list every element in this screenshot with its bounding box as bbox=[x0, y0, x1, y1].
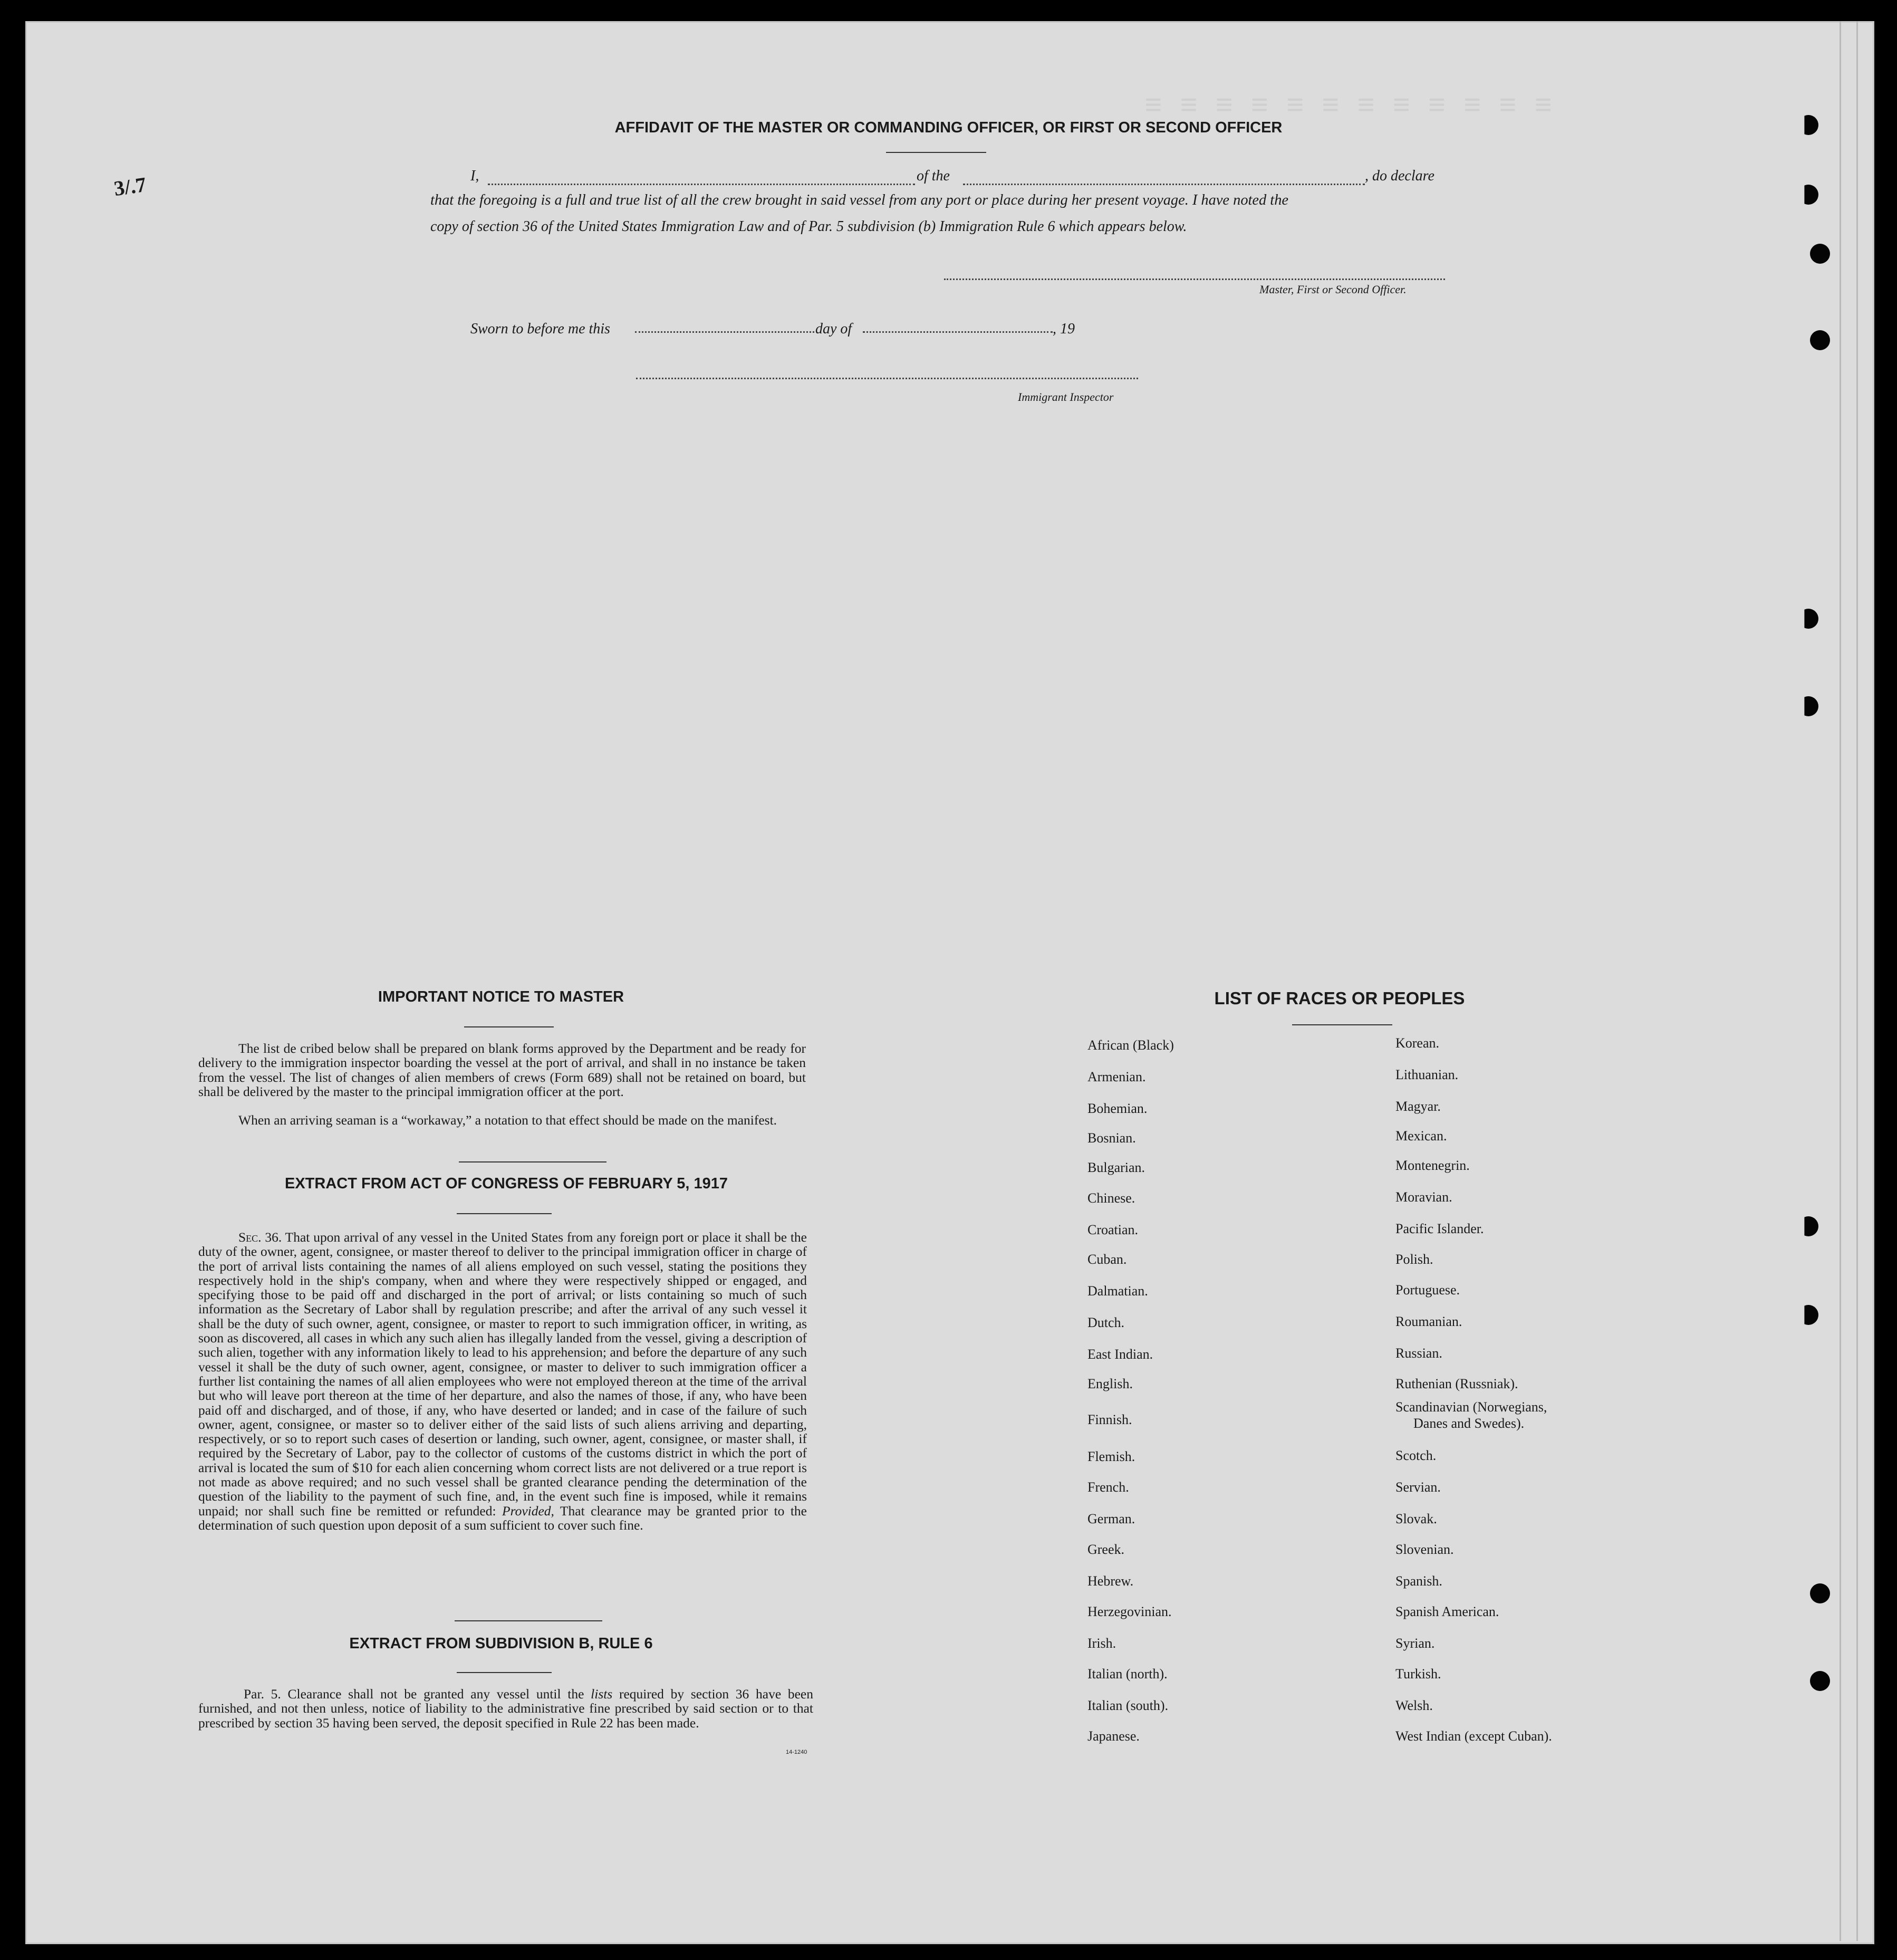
race-item: Flemish. bbox=[1087, 1449, 1135, 1464]
notice-title: IMPORTANT NOTICE TO MASTER bbox=[378, 988, 624, 1005]
inspector-signature-field[interactable] bbox=[636, 378, 1138, 379]
inspector-caption: Immigrant Inspector bbox=[1018, 390, 1114, 403]
sworn-month-field[interactable] bbox=[863, 331, 1053, 333]
race-item: Greek. bbox=[1087, 1542, 1125, 1557]
race-item: Chinese. bbox=[1087, 1190, 1135, 1206]
race-item: Dalmatian. bbox=[1087, 1283, 1148, 1299]
race-item: Moravian. bbox=[1395, 1189, 1452, 1205]
master-signature-field[interactable] bbox=[944, 278, 1445, 280]
race-item: Servian. bbox=[1395, 1479, 1441, 1495]
race-item: Finnish. bbox=[1087, 1412, 1132, 1427]
master-name-field[interactable] bbox=[488, 184, 915, 185]
race-item: African (Black) bbox=[1087, 1037, 1174, 1053]
race-item: Dutch. bbox=[1087, 1315, 1125, 1330]
race-item: Portuguese. bbox=[1395, 1282, 1460, 1298]
race-item: French. bbox=[1087, 1479, 1129, 1495]
race-item: West Indian (except Cuban). bbox=[1395, 1728, 1552, 1744]
race-item: Roumanian. bbox=[1395, 1314, 1462, 1329]
race-item: Russian. bbox=[1395, 1346, 1442, 1361]
act-rule bbox=[457, 1213, 552, 1214]
race-item: Magyar. bbox=[1395, 1099, 1441, 1114]
race-item: Pacific Islander. bbox=[1395, 1221, 1484, 1236]
title-rule bbox=[886, 152, 986, 153]
section-rule bbox=[455, 1620, 602, 1621]
race-item: Lithuanian. bbox=[1395, 1067, 1459, 1082]
affidavit-statement-line: copy of section 36 of the United States Immigration Law and of Par. 5 subdivision (b) Immigration Rule 6 which appears below. bbox=[430, 218, 1187, 235]
form-number: 14-1240 bbox=[786, 1749, 807, 1755]
race-item: Scotch. bbox=[1395, 1448, 1437, 1463]
affidavit-title: AFFIDAVIT OF THE MASTER OR COMMANDING OFFICER, OR FIRST OR SECOND OFFICER bbox=[614, 119, 1283, 136]
race-item: Armenian. bbox=[1087, 1069, 1146, 1084]
vessel-name-field[interactable] bbox=[963, 184, 1365, 185]
race-item: English. bbox=[1087, 1376, 1133, 1391]
race-item: Japanese. bbox=[1087, 1728, 1140, 1744]
sworn-label: Sworn to before me this bbox=[470, 321, 610, 337]
race-item: Spanish. bbox=[1395, 1573, 1442, 1589]
race-item: Bulgarian. bbox=[1087, 1160, 1145, 1175]
bleed-through-text: ≡ ≡ ≡ ≡ ≡ ≡ ≡ ≡ ≡ ≡ ≡ ≡ bbox=[1144, 90, 1552, 123]
margin-handwritten-mark: 3/.7 bbox=[112, 172, 148, 201]
race-item: Slovak. bbox=[1395, 1511, 1437, 1526]
binder-hole bbox=[1810, 244, 1830, 264]
rule-rule bbox=[457, 1672, 552, 1673]
race-item: Bosnian. bbox=[1087, 1130, 1136, 1146]
race-item: Bohemian. bbox=[1087, 1101, 1148, 1116]
race-item: Irish. bbox=[1087, 1636, 1116, 1651]
races-title: LIST OF RACES OR PEOPLES bbox=[1214, 988, 1465, 1008]
race-item: Syrian. bbox=[1395, 1636, 1435, 1651]
race-item: Slovenian. bbox=[1395, 1542, 1454, 1557]
rule-6-text bbox=[198, 1687, 813, 1730]
race-item-continuation: Danes and Swedes). bbox=[1413, 1416, 1525, 1431]
day-of-label: day of bbox=[815, 321, 852, 337]
year-label: , 19 bbox=[1053, 321, 1075, 337]
race-item: Cuban. bbox=[1087, 1252, 1127, 1267]
lists-word: lists bbox=[591, 1686, 613, 1702]
binder-hole bbox=[1810, 330, 1830, 350]
rule-extract-title: EXTRACT FROM SUBDIVISION B, RULE 6 bbox=[349, 1635, 653, 1652]
sworn-day-field[interactable] bbox=[635, 331, 814, 333]
race-item: Turkish. bbox=[1395, 1666, 1441, 1682]
binder-hole bbox=[1810, 1671, 1830, 1691]
race-item: German. bbox=[1087, 1511, 1135, 1526]
act-extract-title: EXTRACT FROM ACT OF CONGRESS OF FEBRUARY 5, 1917 bbox=[284, 1175, 728, 1192]
section-label: Sec. 36. bbox=[238, 1229, 282, 1245]
notice-paragraph: When an arriving seaman is a “workaway,” a notation to that effect should be made on the manifest. bbox=[238, 1112, 777, 1128]
affidavit-declare-label: , do declare bbox=[1365, 168, 1434, 184]
race-item: Mexican. bbox=[1395, 1128, 1447, 1144]
affidavit-statement-line: that the foregoing is a full and true list of all the crew brought in said vessel from any port or place during her present voyage. I have noted the bbox=[430, 192, 1288, 208]
race-item: Spanish American. bbox=[1395, 1604, 1499, 1619]
master-signature-caption: Master, First or Second Officer. bbox=[1259, 283, 1407, 296]
race-item: Welsh. bbox=[1395, 1698, 1433, 1713]
binder-hole bbox=[1810, 1583, 1830, 1603]
race-item: East Indian. bbox=[1087, 1347, 1153, 1362]
race-item: Italian (north). bbox=[1087, 1666, 1168, 1682]
race-item: Hebrew. bbox=[1087, 1573, 1134, 1589]
races-rule bbox=[1292, 1024, 1392, 1025]
section-rule bbox=[459, 1161, 606, 1162]
race-item: Scandinavian (Norwegians, bbox=[1395, 1399, 1547, 1415]
race-item: Herzegovinian. bbox=[1087, 1604, 1172, 1619]
race-item: Croatian. bbox=[1087, 1222, 1139, 1237]
notice-paragraph: The list de cribed below shall be prepared on blank forms approved by the Department and be ready for delivery to the immigration inspector boarding the vessel at the port of arrival, and shall in no instance be taken from the vessel. The list of changes of alien members of crews (Form 689) shall not be retained on board, but shall be delivered by the master to the principal immigration officer at the port. bbox=[198, 1041, 806, 1099]
document-page bbox=[25, 21, 1874, 1944]
provided-word: Provided, bbox=[502, 1503, 554, 1519]
affidavit-i-label: I, bbox=[470, 168, 479, 184]
page-edge-line bbox=[1840, 21, 1841, 1941]
rule-6-body-end: required by section 36 have been furnished, and not then unless, notice of liability to the administrative fine prescribed by said section or to that prescribed by section 35 having been served, the deposit specified in Rule 22 has been made. bbox=[198, 1686, 813, 1731]
race-item: Korean. bbox=[1395, 1035, 1440, 1051]
race-item: Montenegrin. bbox=[1395, 1158, 1470, 1173]
section-36-body: That upon arrival of any vessel in the United States from any foreign port or place it shall be the duty of the owner, agent, consignee, or master thereof to deliver to the principal immigration officer in charge of the port of arrival lists containing the names of all aliens employed on such vessel, stating the positions they respectively hold in the ship's company, when and where they were respectively shipped or engaged, and specifying those to be paid off and discharged in the port of arrival; or lists containing so much of such information as the Secretary of Labor shall by regulation prescribe; and after the arrival of any such vessel it shall be the duty of such owner, agent, consignee, or master to report to such immigration officer, in writing, as soon as discovered, all cases in which any such alien has illegally landed from the vessel, giving a description of such alien, together with any information likely to lead to his apprehension; and before the departure of any such vessel it shall be the duty of such owner, agent, consignee, or master to deliver to such immigration officer a further list containing the names of all alien employees who were not employed thereon at the time of the arrival but who will leave port thereon at the time of her departure, and also the names of those, if any, who have been paid off and discharged, and of those, if any, who have deserted or landed; and in case of the failure of such owner, agent, consignee, or master so to deliver either of the said lists of such aliens arriving and departing, respectively, or so to report such cases of desertion or landing, such owner, agent, consignee, or master shall, if required by the Secretary of Labor, pay to the collector of customs of the customs district in which the port of arrival is located the sum of $10 for each alien concerning whom correct lists are not delivered or a true report is not made as above required; and no such vessel shall be granted clearance pending the determination of the question of the liability to the payment of such fine, and, in the event such fine is imposed, while it remains unpaid; nor shall such fine be remitted or refunded: bbox=[198, 1229, 807, 1519]
affidavit-of-label: of the bbox=[917, 168, 950, 184]
race-item: Italian (south). bbox=[1087, 1698, 1169, 1713]
race-item: Polish. bbox=[1395, 1252, 1433, 1267]
section-36-text bbox=[198, 1230, 807, 1532]
section-36-end: That clearance may be granted prior to the determination of such question upon deposit of a sum sufficient to cover such fine. bbox=[198, 1503, 807, 1533]
page-edge-line bbox=[1856, 21, 1858, 1941]
rule-6-body: Par. 5. Clearance shall not be granted any vessel until the bbox=[244, 1686, 591, 1702]
notice-rule bbox=[464, 1026, 554, 1027]
race-item: Ruthenian (Russniak). bbox=[1395, 1376, 1518, 1391]
